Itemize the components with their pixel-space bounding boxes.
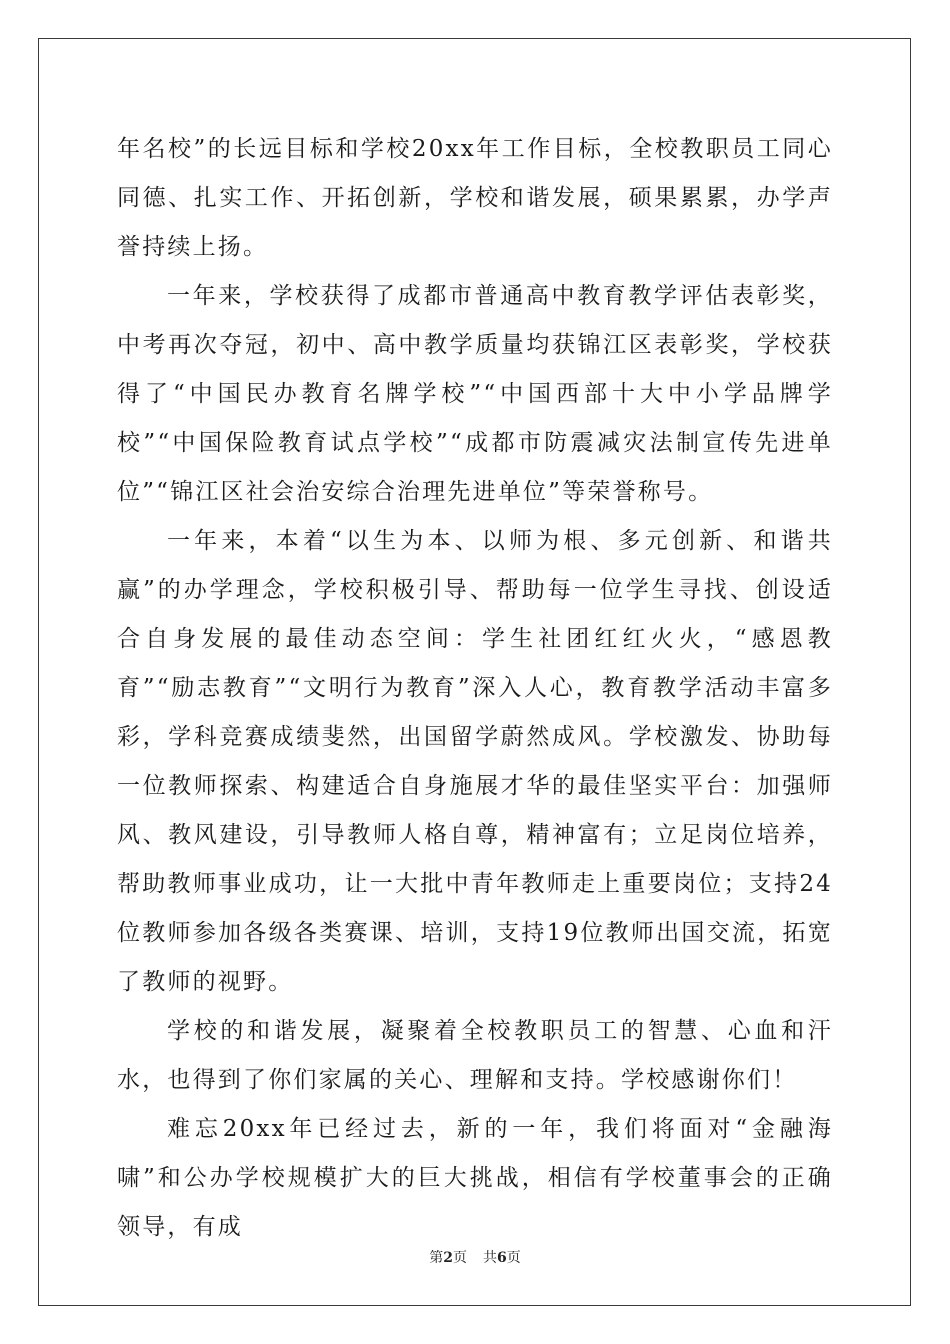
paragraph-4: 学校的和谐发展，凝聚着全校教职员工的智慧、心血和汗水，也得到了你们家属的关心、理解和支持。学校感谢你们！: [117, 1018, 833, 1093]
paragraph-2: 一年来，学校获得了成都市普通高中教育教学评估表彰奖，中考再次夺冠，初中、高中教学质量均获锦江区表彰奖，学校获得了“中国民办教育名牌学校”“中国西部十大中小学品牌学校”“中国保险教育试点学校”“成都市防震减灾法制宣传先进单位”“锦江区社会治安综合治理先进单位”等荣誉称号。: [117, 283, 833, 505]
document-body: [117, 125, 833, 1252]
page-footer: [0, 1247, 950, 1267]
page-suffix: 页: [453, 1250, 467, 1266]
total-prefix: 共: [483, 1250, 497, 1266]
page-number: 2: [443, 1250, 453, 1266]
page-prefix: 第: [429, 1250, 444, 1266]
paragraph-3: 一年来，本着“以生为本、以师为根、多元创新、和谐共赢”的办学理念，学校积极引导、帮助每一位学生寻找、创设适合自身发展的最佳动态空间：学生社团红红火火，“感恩教育”“励志教育”“文明行为教育”深入人心，教育教学活动丰富多彩，学科竞赛成绩斐然，出国留学蔚然成风。学校激发、协助每一位教师探索、构建适合自身施展才华的最佳坚实平台：加强师风、教风建设，引导教师人格自尊，精神富有；立足岗位培养，帮助教师事业成功，让一大批中青年教师走上重要岗位；支持24位教师参加各级各类赛课、培训，支持19位教师出国交流，拓宽了教师的视野。: [117, 528, 833, 995]
total-suffix: 页: [506, 1250, 521, 1266]
total-pages: 6: [497, 1250, 507, 1266]
paragraph-1: 年名校”的长远目标和学校20xx年工作目标，全校教职员工同心同德、扎实工作、开拓创新，学校和谐发展，硕果累累，办学声誉持续上扬。: [117, 136, 833, 260]
paragraph-5: 难忘20xx年已经过去，新的一年，我们将面对“金融海啸”和公办学校规模扩大的巨大挑战，相信有学校董事会的正确领导，有成: [117, 1116, 833, 1240]
